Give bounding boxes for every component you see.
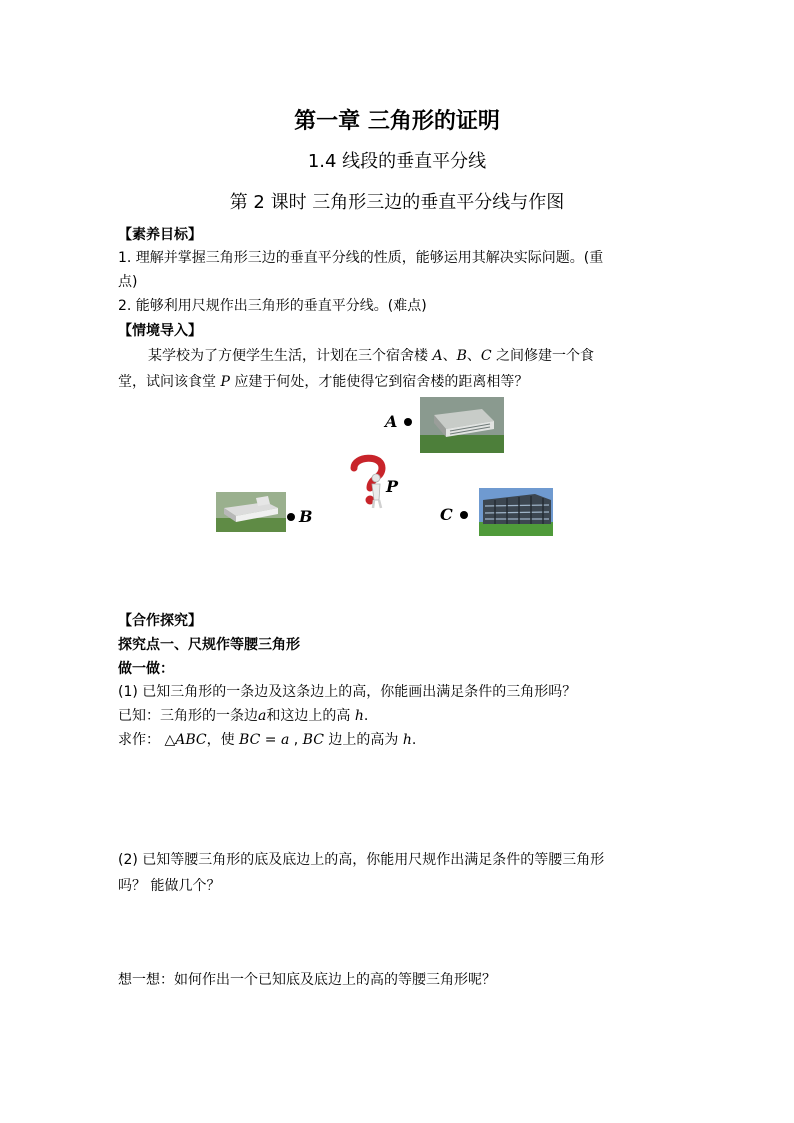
var-a-side: a [258, 708, 267, 724]
var-abc: ABC [175, 732, 207, 748]
goals-heading: 【素养目标】 [118, 227, 202, 243]
req-comma: , [289, 732, 303, 748]
intro-text-d: 应建于何处，才能使得它到宿舍楼的距离相等？ [229, 374, 529, 390]
label-c: C [440, 505, 453, 524]
given-line [118, 706, 368, 726]
sep: 、 [466, 348, 481, 364]
question-2-line-2: 吗？ 能做几个？ [118, 878, 221, 894]
var-bc: BC [239, 732, 261, 748]
req-eq: = [260, 732, 281, 748]
lesson-title: 第 2 课时 三角形三边的垂直平分线与作图 [229, 192, 565, 213]
label-a: A [385, 412, 398, 431]
given-text-c: . [363, 708, 369, 724]
var-b: B [456, 348, 467, 364]
required-line [118, 730, 416, 750]
label-b: B [299, 507, 313, 526]
building-c-image [479, 488, 553, 536]
think-prompt: 想一想：如何作出一个已知底及底边上的高的等腰三角形呢？ [118, 972, 496, 988]
label-p: P [386, 477, 399, 496]
req-text-b: ，使 [206, 732, 240, 748]
goal-2: 2. 能够利用尺规作出三角形的垂直平分线。(难点) [118, 298, 427, 314]
intro-heading: 【情境导入】 [118, 323, 202, 339]
try-heading: 做一做： [118, 661, 174, 677]
goal-1-line-2: 点) [118, 274, 138, 290]
explore-point-1: 探究点一、尺规作等腰三角形 [118, 637, 300, 653]
var-p: P [220, 374, 230, 390]
given-text-b: 和这边上的高 [266, 708, 355, 724]
intro-text-c: 堂，试问该食堂 [118, 374, 221, 390]
building-b-image [216, 492, 286, 532]
req-text-d: . [411, 732, 417, 748]
chapter-title: 第一章 三角形的证明 [294, 109, 500, 134]
point-b-dot [287, 513, 295, 521]
intro-text-a: 某学校为了方便学生生活，计划在三个宿舍楼 [148, 348, 433, 364]
building-a-image [420, 397, 504, 453]
question-1: (1) 已知三角形的一条边及这条边上的高，你能画出满足条件的三角形吗？ [118, 684, 577, 700]
point-c-dot [460, 511, 468, 519]
intro-text-b: 之间修建一个食 [491, 348, 595, 364]
intro-line-1 [148, 346, 594, 366]
var-h: h [402, 732, 412, 748]
question-2-line-1: (2) 已知等腰三角形的底及底边上的高，你能用尺规作出满足条件的等腰三角形 [118, 852, 605, 868]
req-text-c: 边上的高为 [323, 732, 403, 748]
var-c: C [480, 348, 492, 364]
var-a-side: a [280, 732, 290, 748]
sep: 、 [442, 348, 457, 364]
intro-line-2 [118, 372, 528, 392]
given-text-a: 已知：三角形的一条边 [118, 708, 258, 724]
goal-1-line-1: 1. 理解并掌握三角形三边的垂直平分线的性质，能够运用其解决实际问题。(重 [118, 250, 604, 266]
var-a: A [432, 348, 443, 364]
req-text-a: 求作： △ [118, 732, 176, 748]
var-bc: BC [302, 732, 324, 748]
point-a-dot [404, 418, 412, 426]
var-h: h [354, 708, 364, 724]
explore-heading: 【合作探究】 [118, 613, 202, 629]
section-title: 1.4 线段的垂直平分线 [307, 151, 487, 172]
